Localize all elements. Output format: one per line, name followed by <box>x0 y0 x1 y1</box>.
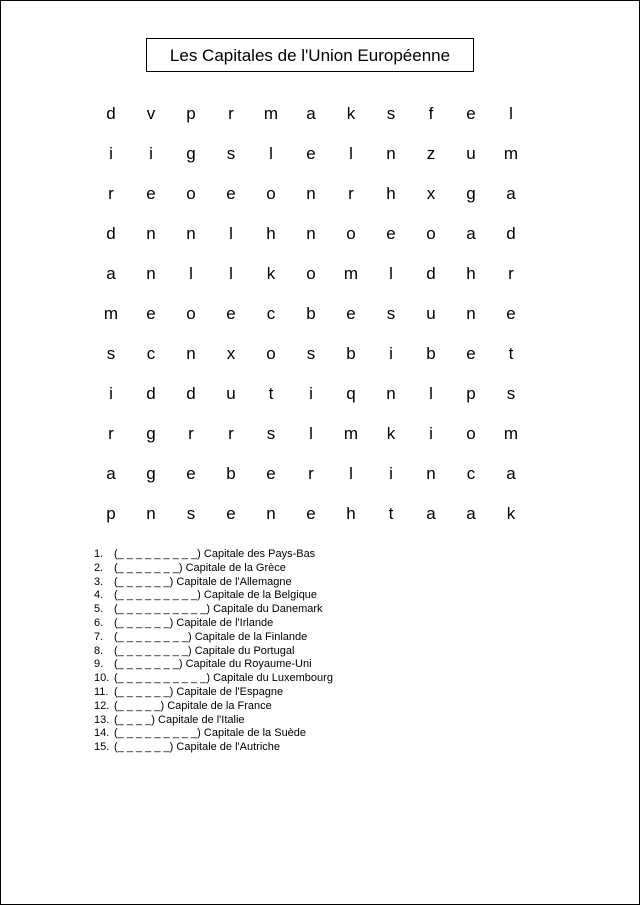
grid-letter: m <box>343 423 359 443</box>
grid-letter: x <box>426 183 436 203</box>
grid-letter: o <box>346 223 356 243</box>
clue-blank: (_ _ _ _ _ _) <box>114 616 174 629</box>
grid-letter: i <box>309 383 313 403</box>
grid-letter: n <box>426 463 436 483</box>
grid-letter: a <box>306 103 316 123</box>
clue-item <box>94 672 544 686</box>
clue-number: 1. <box>94 548 104 560</box>
grid-letter: p <box>186 103 196 123</box>
grid-letter: c <box>266 303 276 323</box>
grid-letter: e <box>186 463 196 483</box>
grid-letter: m <box>103 303 119 323</box>
clue-number: 13. <box>94 713 110 726</box>
grid-letter: g <box>146 463 156 483</box>
clue-text: Capitale du Royaume-Uni <box>185 658 312 671</box>
grid-letter: n <box>386 143 396 163</box>
clue-blank: (_ _ _ _ _ _ _) <box>114 658 183 671</box>
grid-letter: q <box>346 383 356 403</box>
grid-letter: n <box>266 503 276 523</box>
grid-letter: l <box>389 263 393 283</box>
grid-letter: m <box>263 103 279 123</box>
grid-letter: m <box>343 263 359 283</box>
clue-text: Capitale de l'Irlande <box>176 616 274 629</box>
clue-text: Capitale de la Finlande <box>194 630 308 643</box>
grid-letter: e <box>146 183 156 203</box>
clue-number: 15. <box>94 741 110 754</box>
clue-number: 11. <box>94 685 109 698</box>
clue-item <box>94 714 544 728</box>
grid-letter: l <box>269 143 273 163</box>
clue-text: Capitale de l'Espagne <box>176 685 284 698</box>
grid-letter: b <box>346 343 356 363</box>
clue-text: Capitale de l'Italie <box>158 713 245 726</box>
clue-blank: (_ _ _ _ _) <box>114 699 165 712</box>
grid-letter: p <box>106 503 116 523</box>
grid-letter: n <box>186 223 196 243</box>
grid-letter: d <box>186 383 196 403</box>
grid-letter: u <box>466 143 476 163</box>
grid-letter: t <box>508 343 514 363</box>
clue-blank: (_ _ _ _ _ _ _ _) <box>114 644 192 657</box>
grid-letter: a <box>106 263 116 283</box>
clue-text: Capitale de la Suède <box>203 727 307 740</box>
grid-letter: l <box>349 143 353 163</box>
grid-letter: u <box>226 383 236 403</box>
grid-letter: r <box>108 183 114 203</box>
clue-blank: (_ _ _ _ _ _ _ _ _) <box>114 548 201 560</box>
clue-blank: (_ _ _ _ _ _ _ _ _ _) <box>114 672 211 685</box>
grid-letter: o <box>266 343 276 363</box>
grid-letter: e <box>226 303 236 323</box>
page-title-text: Les Capitales de l'Union Européenne <box>169 45 451 65</box>
grid-letter: z <box>426 143 436 163</box>
clue-item <box>94 617 544 631</box>
grid-letter: s <box>266 423 276 443</box>
grid-letter: m <box>503 143 519 163</box>
clue-blank: (_ _ _ _ _ _ _ _ _) <box>114 727 201 740</box>
grid-letter: l <box>309 423 313 443</box>
grid-letter: n <box>306 183 316 203</box>
grid-letter: n <box>306 223 316 243</box>
grid-letter: e <box>386 223 396 243</box>
clue-number: 14. <box>94 727 110 740</box>
grid-letter: l <box>349 463 353 483</box>
clue-text: Capitale du Luxembourg <box>213 672 333 685</box>
grid-letter: s <box>506 383 516 403</box>
grid-letter: e <box>306 143 316 163</box>
grid-letter: l <box>189 263 193 283</box>
clue-text: Capitale de la Belgique <box>203 589 318 602</box>
clue-blank: (_ _ _ _ _ _ _) <box>114 561 183 574</box>
grid-letter: b <box>426 343 436 363</box>
grid-letter: i <box>389 463 393 483</box>
clue-item <box>94 548 544 562</box>
grid-letter: m <box>503 423 519 443</box>
clue-blank: (_ _ _ _ _ _) <box>114 685 174 698</box>
clue-blank: (_ _ _ _ _ _ _ _) <box>114 630 192 643</box>
grid-letter: i <box>109 143 113 163</box>
grid-letter: e <box>226 503 236 523</box>
grid-letter: r <box>348 183 354 203</box>
grid-letter: r <box>228 423 234 443</box>
grid-letter: c <box>466 463 476 483</box>
clue-item <box>94 576 544 590</box>
clue-item <box>94 741 544 755</box>
clue-text: Capitale du Danemark <box>213 603 323 616</box>
grid-letter: o <box>186 183 196 203</box>
clue-number: 12. <box>94 699 110 712</box>
grid-letter: e <box>306 503 316 523</box>
grid-letter: h <box>466 263 476 283</box>
grid-letter: n <box>386 383 396 403</box>
grid-letter: k <box>506 503 516 523</box>
clue-text: Capitale de la Grèce <box>185 561 286 574</box>
grid-letter: r <box>228 103 234 123</box>
clue-number: 2. <box>94 561 104 574</box>
grid-letter: a <box>506 183 516 203</box>
clue-blank: (_ _ _ _ _ _) <box>114 741 174 754</box>
grid-letter: h <box>346 503 356 523</box>
clue-blank: (_ _ _ _ _ _ _ _ _ _) <box>114 603 211 616</box>
grid-letter: a <box>506 463 516 483</box>
clue-item <box>94 686 544 700</box>
clue-number: 7. <box>94 630 104 643</box>
clue-item <box>94 645 544 659</box>
clue-blank: (_ _ _ _ _ _) <box>114 575 174 588</box>
clue-list <box>94 548 544 755</box>
grid-letter: a <box>466 503 476 523</box>
grid-letter: o <box>426 223 436 243</box>
grid-letter: s <box>106 343 116 363</box>
clue-number: 5. <box>94 603 104 616</box>
grid-letter: s <box>306 343 316 363</box>
grid-letter: l <box>229 263 233 283</box>
grid-letter: e <box>466 103 476 123</box>
clue-blank: (_ _ _ _) <box>114 713 155 726</box>
grid-letter: e <box>266 463 276 483</box>
clue-number: 8. <box>94 644 104 657</box>
grid-letter: d <box>106 103 116 123</box>
grid-letter: i <box>429 423 433 443</box>
grid-letter: b <box>226 463 236 483</box>
clue-text: Capitale de la France <box>167 699 272 712</box>
grid-letter: n <box>186 343 196 363</box>
clue-text: Capitale des Pays-Bas <box>203 548 316 560</box>
grid-letter: n <box>146 263 156 283</box>
grid-letter: r <box>308 463 314 483</box>
grid-letter: x <box>226 343 236 363</box>
grid-letter: t <box>268 383 274 403</box>
grid-letter: e <box>226 183 236 203</box>
grid-letter: s <box>186 503 196 523</box>
clue-blank: (_ _ _ _ _ _ _ _ _) <box>114 589 201 602</box>
grid-letter: a <box>426 503 436 523</box>
grid-letter: u <box>426 303 436 323</box>
grid-letter: n <box>146 503 156 523</box>
grid-letter: v <box>146 103 156 123</box>
grid-letter: c <box>146 343 156 363</box>
grid-letter: a <box>466 223 476 243</box>
grid-letter: g <box>186 143 196 163</box>
clue-text: Capitale de l'Autriche <box>176 741 280 754</box>
grid-letter: l <box>229 223 233 243</box>
grid-letter: o <box>266 183 276 203</box>
clue-item <box>94 727 544 741</box>
clue-item <box>94 631 544 645</box>
grid-letter: b <box>306 303 316 323</box>
clue-text: Capitale du Portugal <box>194 644 295 657</box>
clue-item <box>94 562 544 576</box>
grid-letter: d <box>506 223 516 243</box>
grid-letter: k <box>266 263 276 283</box>
grid-letter: g <box>466 183 476 203</box>
grid-letter: s <box>386 303 396 323</box>
clue-number: 3. <box>94 575 104 588</box>
grid-letter: e <box>146 303 156 323</box>
grid-letter: d <box>426 263 436 283</box>
grid-letter: f <box>428 103 434 123</box>
grid-letter: d <box>146 383 156 403</box>
grid-letter: t <box>388 503 394 523</box>
grid-letter: i <box>389 343 393 363</box>
grid-letter: a <box>106 463 116 483</box>
grid-letter: e <box>346 303 356 323</box>
grid-letter: e <box>506 303 516 323</box>
clue-text: Capitale de l'Allemagne <box>176 575 292 588</box>
grid-letter: g <box>146 423 156 443</box>
word-search-grid <box>91 93 531 533</box>
grid-letter: l <box>429 383 433 403</box>
clue-number: 9. <box>94 658 104 671</box>
grid-letter: l <box>509 103 513 123</box>
clue-item <box>94 700 544 714</box>
clue-number: 4. <box>94 589 104 602</box>
grid-letter: d <box>106 223 116 243</box>
clue-number: 10. <box>94 672 110 685</box>
grid-letter: e <box>466 343 476 363</box>
clue-item <box>94 603 544 617</box>
grid-letter: o <box>306 263 316 283</box>
clue-item <box>94 589 544 603</box>
grid-letter: i <box>109 383 113 403</box>
grid-letter: n <box>146 223 156 243</box>
grid-letter: r <box>508 263 514 283</box>
grid-letter: o <box>186 303 196 323</box>
grid-letter: k <box>386 423 396 443</box>
grid-letter: o <box>466 423 476 443</box>
grid-letter: h <box>386 183 396 203</box>
grid-letter: p <box>466 383 476 403</box>
grid-letter: k <box>346 103 356 123</box>
grid-letter: n <box>466 303 476 323</box>
grid-letter: r <box>108 423 114 443</box>
grid-letter: i <box>149 143 153 163</box>
grid-letter: h <box>266 223 276 243</box>
grid-letter: s <box>386 103 396 123</box>
grid-letter: r <box>188 423 194 443</box>
clue-item <box>94 658 544 672</box>
page-title <box>146 38 474 72</box>
grid-letter: s <box>226 143 236 163</box>
clue-number: 6. <box>94 616 104 629</box>
